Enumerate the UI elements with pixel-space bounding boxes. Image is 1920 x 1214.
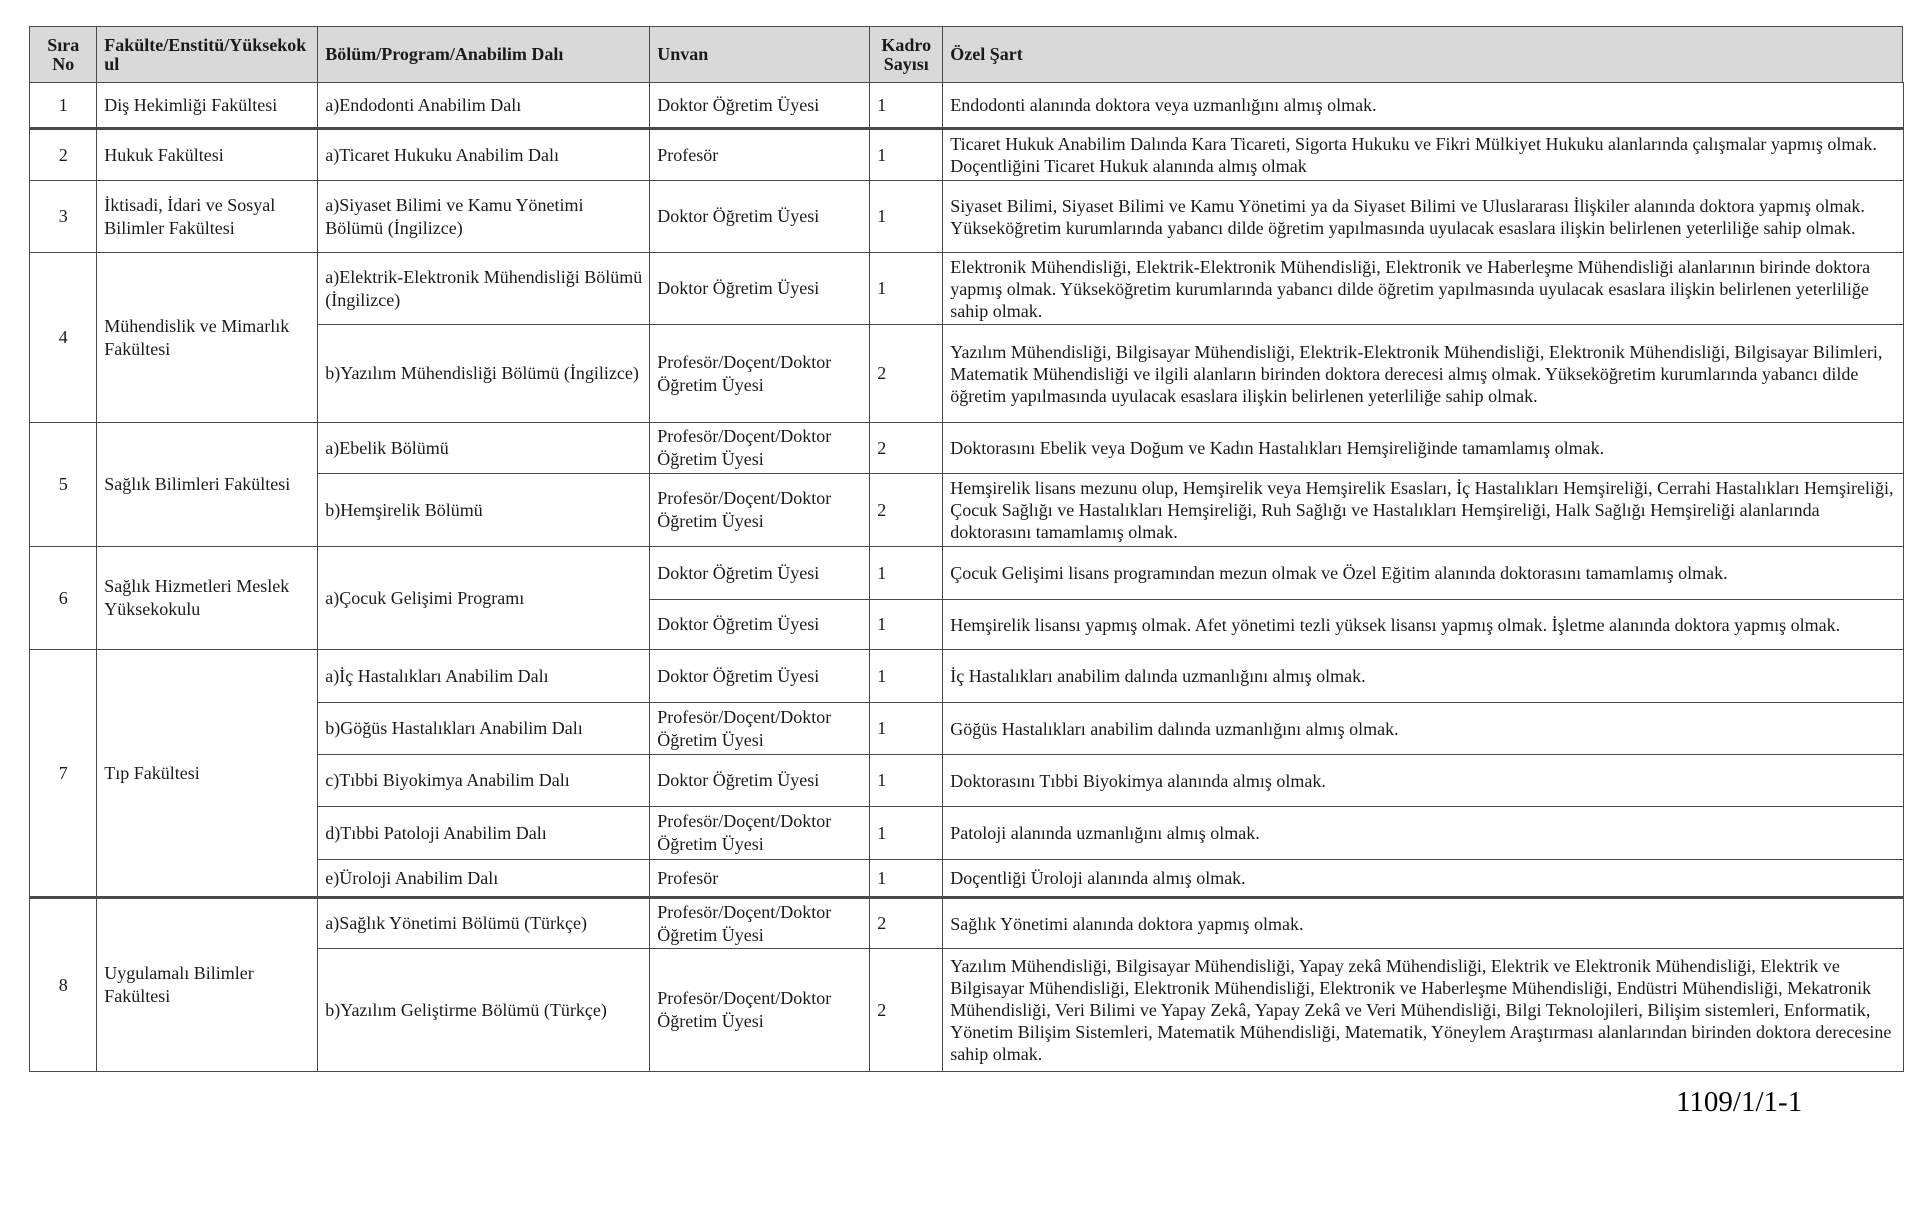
header-kadro-label: Kadro Sayısı	[881, 34, 932, 74]
header-kadro	[869, 26, 943, 83]
sira-no-cell	[29, 127, 97, 181]
kadro-cell-text: 2	[877, 999, 887, 1020]
bolum-cell	[317, 806, 650, 860]
fakulte-cell	[96, 252, 318, 423]
kadro-cell-text: 1	[877, 770, 887, 791]
header-ozel-sart-label: Özel Şart	[950, 44, 1023, 65]
fakulte-cell	[96, 896, 318, 1072]
header-fakulte-label: Fakülte/Enstitü/Yüksekokul	[104, 34, 307, 74]
unvan-cell	[649, 806, 870, 860]
kadro-cell-text: 2	[877, 913, 887, 934]
kadro-cell	[869, 754, 943, 807]
bolum-cell-text: b)Hemşirelik Bölümü	[325, 499, 483, 520]
bolum-cell-text: c)Tıbbi Biyokimya Anabilim Dalı	[325, 770, 570, 791]
ozel-sart-cell	[942, 82, 1904, 128]
sira-no-cell	[29, 546, 97, 650]
kadro-cell	[869, 180, 943, 253]
unvan-cell	[649, 422, 870, 474]
kadro-cell-text: 1	[877, 94, 887, 115]
bolum-cell	[317, 252, 650, 325]
bolum-cell	[317, 859, 650, 897]
sira-no-cell	[29, 649, 97, 897]
unvan-cell-text: Profesör/Doçent/Doktor Öğretim Üyesi	[657, 488, 832, 532]
sira-no-cell-text: 3	[58, 206, 68, 227]
fakulte-cell	[96, 422, 318, 547]
unvan-cell	[649, 473, 870, 547]
fakulte-cell	[96, 180, 318, 253]
header-unvan-label: Unvan	[657, 44, 709, 65]
document-code: 1109/1/1-1	[1676, 1086, 1803, 1118]
ozel-sart-cell-text: Hemşirelik lisans mezunu olup, Hemşirelik veya Hemşirelik Esasları, İç Hastalıkları Hemşireliği, Cerrahi Hastalıkları Hemşireliği, Çocuk Sağlığı ve Hastalıkları Hemşireliği, Ruh Sağlığı ve Hastalıkları Hemşireliği, Halk Sağlığı Hemşireliği alanlarında doktorasını tamamlamış olmak.	[950, 478, 1894, 543]
bolum-cell	[317, 546, 650, 650]
bolum-cell-text: a)Ticaret Hukuku Anabilim Dalı	[325, 144, 560, 165]
kadro-cell-text: 2	[877, 363, 887, 384]
kadro-cell-text: 2	[877, 499, 887, 520]
ozel-sart-cell	[942, 599, 1904, 650]
fakulte-cell-text: Mühendislik ve Mimarlık Fakültesi	[104, 315, 290, 359]
fakulte-cell-text: İktisadi, İdari ve Sosyal Bilimler Fakültesi	[104, 194, 276, 238]
unvan-cell-text: Profesör/Doçent/Doktor Öğretim Üyesi	[657, 988, 832, 1032]
unvan-cell	[649, 599, 870, 650]
unvan-cell	[649, 754, 870, 807]
kadro-cell	[869, 859, 943, 897]
bolum-cell-text: b)Göğüs Hastalıkları Anabilim Dalı	[325, 718, 583, 739]
bolum-cell	[317, 422, 650, 474]
unvan-cell-text: Profesör/Doçent/Doktor Öğretim Üyesi	[657, 351, 832, 395]
unvan-cell	[649, 180, 870, 253]
sira-no-cell-text: 1	[58, 94, 68, 115]
kadro-cell-text: 1	[877, 867, 887, 888]
ozel-sart-cell-text: Yazılım Mühendisliği, Bilgisayar Mühendisliği, Yapay zekâ Mühendisliği, Elektrik ve Elektronik Mühendisliği, Elektrik ve Bilgisayar Mühendisliği, Elektronik Mühendisliği, Elektronik ve Haberleşme Mühendisliği, Endüstri Mühendisliği, Mekatronik Mühendisliği, Veri Bilimi ve Yapay Zekâ, Yapay Zekâ ve Veri Mühendisliği, Bilgi Teknolojileri, Bilişim sistemleri, Enformatik, Yönetim Bilişim Sistemleri, Matematik Mühendisliği, Matematik, Yöneylem Araştırması alanlarından birinden doktora derecesine sahip olmak.	[950, 956, 1892, 1065]
ozel-sart-cell-text: Sağlık Yönetimi alanında doktora yapmış olmak.	[950, 913, 1304, 934]
kadro-cell-text: 1	[877, 614, 887, 635]
bolum-cell	[317, 82, 650, 128]
kadro-cell-text: 1	[877, 144, 887, 165]
unvan-cell	[649, 546, 870, 600]
fakulte-cell-text: Diş Hekimliği Fakültesi	[104, 94, 278, 115]
ozel-sart-cell-text: Ticaret Hukuk Anabilim Dalında Kara Ticareti, Sigorta Hukuku ve Fikri Mülkiyet Hukuku alanlarında çalışmalar yapmış olmak. Doçentliğini Ticaret Hukuk alanında almış olmak	[950, 134, 1877, 177]
unvan-cell	[649, 127, 870, 181]
kadro-cell	[869, 324, 943, 423]
kadro-cell-text: 1	[877, 206, 887, 227]
unvan-cell-text: Doktor Öğretim Üyesi	[657, 770, 820, 791]
unvan-cell	[649, 702, 870, 755]
ozel-sart-cell	[942, 806, 1904, 860]
kadro-cell	[869, 702, 943, 755]
ozel-sart-cell-text: Patoloji alanında uzmanlığını almış olmak.	[950, 823, 1260, 844]
ozel-sart-cell-text: Doktorasını Ebelik veya Doğum ve Kadın Hastalıkları Hemşireliğinde tamamlamış olmak.	[950, 438, 1605, 459]
bolum-cell	[317, 324, 650, 423]
sira-no-cell-text: 2	[58, 144, 68, 165]
sira-no-cell-text: 4	[58, 327, 68, 348]
unvan-cell	[649, 948, 870, 1072]
unvan-cell-text: Doktor Öğretim Üyesi	[657, 278, 820, 299]
fakulte-cell-text: Sağlık Bilimleri Fakültesi	[104, 474, 291, 495]
unvan-cell-text: Profesör/Doçent/Doktor Öğretim Üyesi	[657, 811, 832, 855]
bolum-cell-text: a)Sağlık Yönetimi Bölümü (Türkçe)	[325, 913, 588, 934]
bolum-cell	[317, 649, 650, 703]
kadro-cell-text: 1	[877, 562, 887, 583]
kadro-cell	[869, 896, 943, 949]
unvan-cell	[649, 324, 870, 423]
bolum-cell-text: b)Yazılım Geliştirme Bölümü (Türkçe)	[325, 999, 607, 1020]
kadro-cell	[869, 806, 943, 860]
ozel-sart-cell	[942, 859, 1904, 897]
kadro-cell	[869, 546, 943, 600]
bolum-cell-text: a)Siyaset Bilimi ve Kamu Yönetimi Bölümü (İngilizce)	[325, 194, 584, 238]
unvan-cell	[649, 82, 870, 128]
bolum-cell-text: a)Elektrik-Elektronik Mühendisliği Bölümü (İngilizce)	[325, 266, 643, 310]
sira-no-cell-text: 5	[58, 474, 68, 495]
unvan-cell-text: Profesör/Doçent/Doktor Öğretim Üyesi	[657, 901, 832, 945]
sira-no-cell	[29, 422, 97, 547]
bolum-cell	[317, 127, 650, 181]
kadro-cell	[869, 599, 943, 650]
ozel-sart-cell-text: Hemşirelik lisansı yapmış olmak. Afet yönetimi tezli yüksek lisansı yapmış olmak. İşletme alanında doktora yapmış olmak.	[950, 614, 1841, 635]
ozel-sart-cell-text: İç Hastalıkları anabilim dalında uzmanlığını almış olmak.	[950, 666, 1366, 687]
bolum-cell	[317, 473, 650, 547]
unvan-cell-text: Doktor Öğretim Üyesi	[657, 665, 820, 686]
ozel-sart-cell	[942, 422, 1904, 474]
unvan-cell-text: Profesör	[657, 867, 719, 888]
bolum-cell	[317, 180, 650, 253]
kadro-cell	[869, 82, 943, 128]
ozel-sart-cell	[942, 473, 1904, 547]
sira-no-cell	[29, 82, 97, 128]
sira-no-cell	[29, 896, 97, 1072]
unvan-cell	[649, 859, 870, 897]
bolum-cell-text: a)Ebelik Bölümü	[325, 437, 449, 458]
bolum-cell-text: a)İç Hastalıkları Anabilim Dalı	[325, 665, 549, 686]
ozel-sart-cell-text: Elektronik Mühendisliği, Elektrik-Elektronik Mühendisliği, Elektronik ve Haberleşme Mühendisliği alanlarının birinde doktora yapmış olmak. Yükseköğretim kurumlarında yabancı dilde öğretim yapılmasında uyulacak esaslara ilişkin belirlenen yeterliliğe sahip olmak.	[950, 256, 1871, 321]
fakulte-cell	[96, 82, 318, 128]
unvan-cell	[649, 896, 870, 949]
kadro-cell	[869, 649, 943, 703]
ozel-sart-cell	[942, 702, 1904, 755]
header-bolum	[317, 26, 650, 83]
unvan-cell-text: Profesör/Doçent/Doktor Öğretim Üyesi	[657, 426, 832, 470]
bolum-cell-text: a)Endodonti Anabilim Dalı	[325, 94, 522, 115]
bolum-cell-text: b)Yazılım Mühendisliği Bölümü (İngilizce)	[325, 363, 639, 384]
fakulte-cell	[96, 546, 318, 650]
unvan-cell-text: Doktor Öğretim Üyesi	[657, 562, 820, 583]
kadro-cell	[869, 127, 943, 181]
header-bolum-label: Bölüm/Program/Anabilim Dalı	[325, 44, 564, 65]
bolum-cell	[317, 948, 650, 1072]
sira-no-cell-text: 7	[58, 762, 68, 783]
ozel-sart-cell	[942, 252, 1904, 325]
ozel-sart-cell	[942, 896, 1904, 949]
ozel-sart-cell	[942, 649, 1904, 703]
fakulte-cell-text: Tıp Fakültesi	[104, 762, 200, 783]
kadro-cell-text: 1	[877, 665, 887, 686]
kadro-cell	[869, 473, 943, 547]
sira-no-cell	[29, 180, 97, 253]
ozel-sart-cell-text: Yazılım Mühendisliği, Bilgisayar Mühendisliği, Elektrik-Elektronik Mühendisliği, Elektronik Mühendisliği, Bilgisayar Bilimleri, Matematik Mühendisliği ve ilgili alanların birinden doktora derecesi almış olmak. Yükseköğretim kurumlarında yabancı dilde öğretim yapılmasında uyulacak esaslara ilişkin belirlenen yeterliliğe sahip olmak.	[950, 341, 1883, 406]
unvan-cell	[649, 252, 870, 325]
sira-no-cell-text: 6	[58, 587, 68, 608]
ozel-sart-cell	[942, 754, 1904, 807]
bolum-cell-text: e)Üroloji Anabilim Dalı	[325, 867, 499, 888]
fakulte-cell-text: Hukuk Fakültesi	[104, 144, 224, 165]
header-ozel-sart	[942, 26, 1903, 83]
kadro-cell-text: 1	[877, 278, 887, 299]
ozel-sart-cell	[942, 180, 1904, 253]
ozel-sart-cell-text: Endodonti alanında doktora veya uzmanlığını almış olmak.	[950, 95, 1377, 116]
sira-no-cell-text: 8	[58, 974, 68, 995]
fakulte-cell	[96, 127, 318, 181]
ozel-sart-cell-text: Siyaset Bilimi, Siyaset Bilimi ve Kamu Yönetimi ya da Siyaset Bilimi ve Uluslararası İlişkiler alanında doktora yapmış olmak. Yükseköğretim kurumlarında yabancı dilde öğretim yapılmasında uyulacak esaslara ilişkin belirlenen yeterliliğe sahip olmak.	[950, 195, 1865, 238]
ozel-sart-cell	[942, 546, 1904, 600]
header-sira-no-label: Sıra No	[47, 34, 80, 74]
fakulte-cell-text: Uygulamalı Bilimler Fakültesi	[104, 963, 254, 1007]
unvan-cell-text: Doktor Öğretim Üyesi	[657, 614, 820, 635]
ozel-sart-cell	[942, 948, 1904, 1072]
kadro-cell-text: 1	[877, 718, 887, 739]
ozel-sart-cell	[942, 127, 1904, 181]
unvan-cell-text: Doktor Öğretim Üyesi	[657, 206, 820, 227]
kadro-cell-text: 1	[877, 822, 887, 843]
fakulte-cell-text: Sağlık Hizmetleri Meslek Yüksekokulu	[104, 576, 290, 620]
unvan-cell-text: Profesör	[657, 144, 719, 165]
sira-no-cell	[29, 252, 97, 423]
kadro-cell	[869, 252, 943, 325]
bolum-cell-text: d)Tıbbi Patoloji Anabilim Dalı	[325, 822, 547, 843]
kadro-cell	[869, 948, 943, 1072]
ozel-sart-cell-text: Doçentliği Üroloji alanında almış olmak.	[950, 868, 1246, 889]
kadro-cell-text: 2	[877, 437, 887, 458]
ozel-sart-cell-text: Çocuk Gelişimi lisans programından mezun olmak ve Özel Eğitim alanında doktorasını tamamlamış olmak.	[950, 563, 1728, 584]
unvan-cell-text: Doktor Öğretim Üyesi	[657, 94, 820, 115]
bolum-cell	[317, 896, 650, 949]
header-unvan	[649, 26, 870, 83]
unvan-cell-text: Profesör/Doçent/Doktor Öğretim Üyesi	[657, 706, 832, 750]
bolum-cell	[317, 702, 650, 755]
unvan-cell	[649, 649, 870, 703]
fakulte-cell	[96, 649, 318, 897]
ozel-sart-cell-text: Göğüs Hastalıkları anabilim dalında uzmanlığını almış olmak.	[950, 718, 1399, 739]
header-sira-no	[29, 26, 97, 83]
kadro-cell	[869, 422, 943, 474]
bolum-cell	[317, 754, 650, 807]
bolum-cell-text: a)Çocuk Gelişimi Programı	[325, 587, 525, 608]
ozel-sart-cell	[942, 324, 1904, 423]
ozel-sart-cell-text: Doktorasını Tıbbi Biyokimya alanında almış olmak.	[950, 770, 1326, 791]
header-fakulte	[96, 26, 318, 83]
